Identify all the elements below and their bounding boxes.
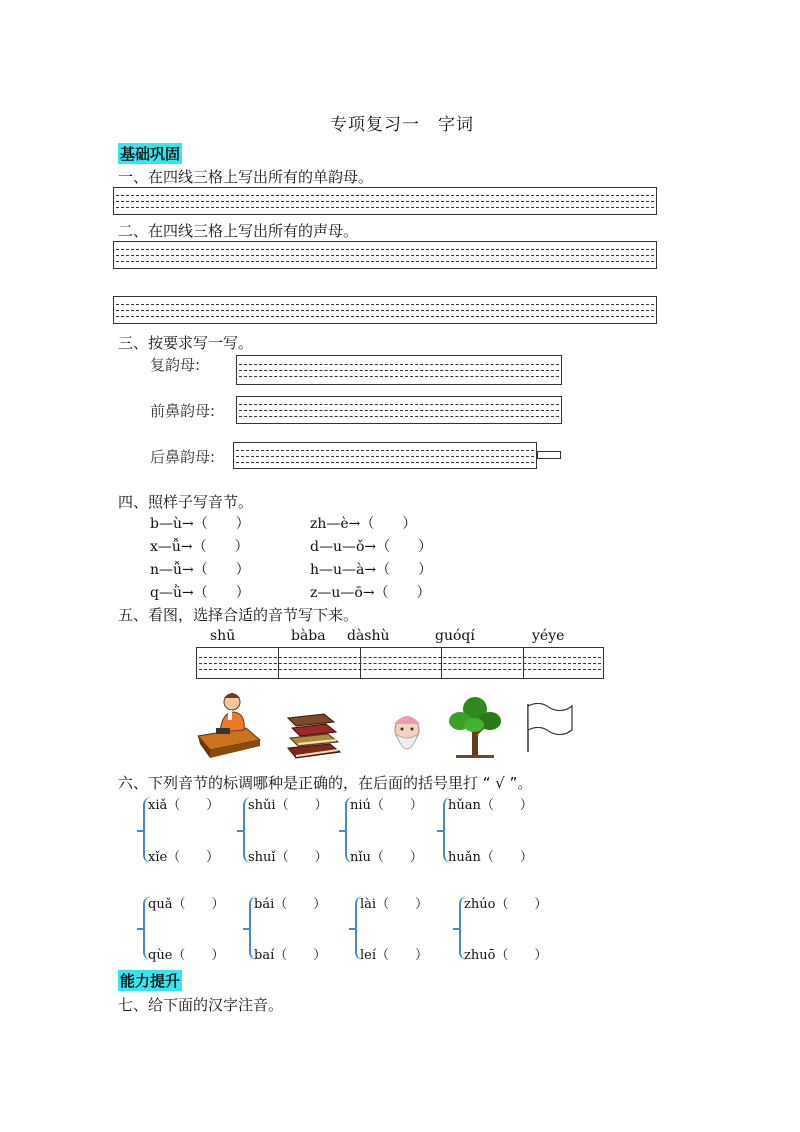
syllable-item: x—ǚ→（ ） — [150, 539, 249, 555]
tone-option: bái（ ） — [254, 897, 327, 912]
syllable-item: n—ǚ→（ ） — [150, 562, 250, 578]
question-1: 一、在四线三格上写出所有的单韵母。 — [118, 168, 374, 186]
syllable-item: h—u—à→（ ） — [310, 562, 433, 578]
label-back-nasal-finals: 后鼻韵母: — [150, 448, 216, 466]
question-5: 五、看图，选择合适的音节写下来。 — [118, 606, 359, 624]
syllable-item: d—u—ǒ→（ ） — [310, 539, 433, 555]
question-6: 六、下列音节的标调哪种是正确的，在后面的括号里打 “ √ ”。 — [118, 774, 533, 792]
man-at-desk-phone-icon — [196, 688, 262, 762]
tone-option: shuǐ（ ） — [248, 850, 328, 865]
tone-option: huǎn（ ） — [448, 850, 533, 865]
writing-grid-q2-a[interactable] — [113, 241, 657, 269]
flag-icon — [524, 702, 574, 754]
tone-option: hǔan（ ） — [448, 798, 533, 813]
tone-option: leí（ ） — [360, 948, 429, 963]
section-heading-basic: 基础巩固 — [120, 145, 181, 163]
word-option: yéye — [532, 628, 565, 644]
question-7: 七、给下面的汉字注音。 — [118, 996, 284, 1014]
tone-option: zhúo（ ） — [464, 897, 548, 912]
writing-grid-compound-finals[interactable] — [236, 355, 562, 385]
word-option: dàshù — [347, 628, 390, 644]
tone-option: baí（ ） — [254, 948, 327, 963]
word-option: shū — [210, 628, 236, 644]
writing-grid-q5[interactable] — [196, 647, 604, 679]
word-option: guóqí — [435, 628, 475, 644]
grid-extension — [537, 451, 561, 459]
label-compound-finals: 复韵母: — [150, 356, 201, 374]
tree-icon — [446, 693, 504, 761]
tone-option: nǐu（ ） — [350, 850, 423, 865]
page-title: 专项复习一 字词 — [330, 115, 474, 135]
tone-option: qùe（ ） — [148, 948, 225, 963]
writing-grid-front-nasal[interactable] — [236, 396, 562, 424]
syllable-item: b—ù→（ ） — [150, 516, 250, 532]
stack-of-books-icon — [284, 710, 344, 762]
writing-grid-q2-b[interactable] — [113, 296, 657, 324]
writing-grid-back-nasal[interactable] — [233, 442, 537, 469]
syllable-item: q—ǜ→（ ） — [150, 585, 250, 601]
tone-option: shǔi（ ） — [248, 798, 328, 813]
question-2: 二、在四线三格上写出所有的声母。 — [118, 222, 359, 240]
word-option: bàba — [291, 628, 326, 644]
tone-option: lài（ ） — [360, 897, 429, 912]
syllable-item: zh—è→（ ） — [310, 516, 417, 532]
label-front-nasal-finals: 前鼻韵母: — [150, 402, 216, 420]
tone-option: xiǎ（ ） — [148, 798, 220, 813]
tone-option: niú（ ） — [350, 798, 423, 813]
tone-option: xǐe（ ） — [148, 850, 220, 865]
question-3: 三、按要求写一写。 — [118, 334, 254, 352]
tone-option: zhuō（ ） — [464, 948, 548, 963]
tone-option: quǎ（ ） — [148, 897, 225, 912]
section-heading-advanced: 能力提升 — [120, 972, 181, 990]
grandpa-face-icon — [388, 710, 426, 760]
writing-grid-q1[interactable] — [113, 187, 657, 215]
syllable-item: z—u—ō→（ ） — [310, 585, 431, 601]
question-4: 四、照样子写音节。 — [118, 493, 254, 511]
